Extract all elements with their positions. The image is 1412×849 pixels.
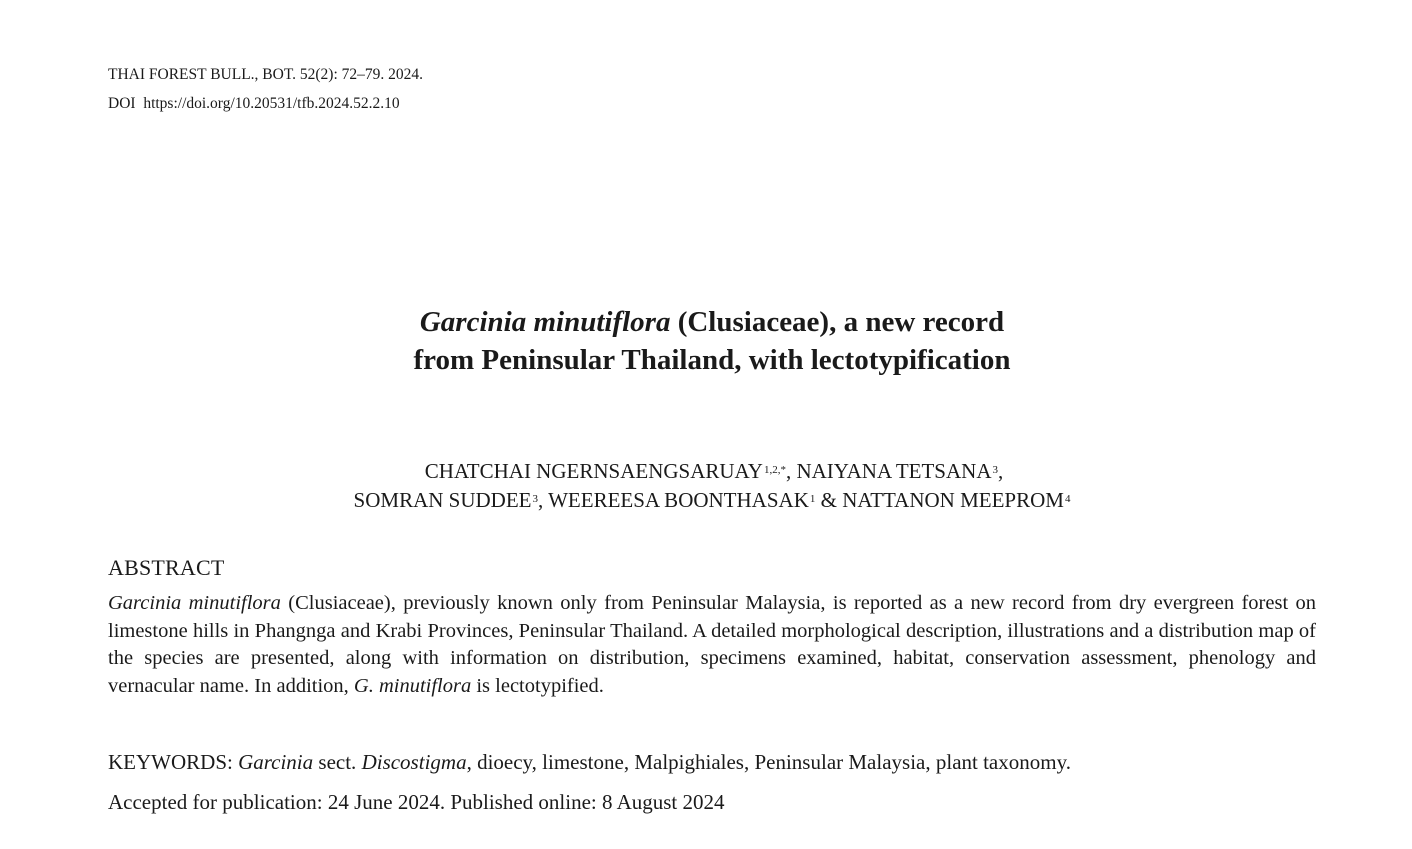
- abstract-species-abbrev: G. minutiflora: [353, 675, 472, 698]
- abstract-heading: ABSTRACT: [108, 555, 225, 580]
- keywords-line: [108, 748, 1071, 776]
- title-line-1-rest: (Clusiaceae), a new record: [670, 306, 1005, 338]
- abstract-text-2: is lectotypified.: [471, 675, 604, 698]
- keywords-rest: , dioecy, limestone, Malpighiales, Peninsular Malaysia, plant taxonomy.: [466, 750, 1071, 774]
- doi-link[interactable]: https://doi.org/10.20531/tfb.2024.52.2.10: [143, 95, 400, 112]
- author-name: NATTANON MEEPROM: [842, 488, 1064, 512]
- doi-label: DOI: [108, 95, 136, 112]
- author-separator: ,: [537, 488, 549, 512]
- doi-line: [108, 93, 400, 115]
- paper-title: [0, 303, 1412, 379]
- author-affiliation: 1,2,*: [763, 464, 786, 476]
- keywords-sect: sect.: [313, 750, 362, 774]
- author-line-2: [0, 486, 1412, 515]
- author-separator: ,: [997, 459, 1004, 483]
- abstract-species-name: Garcinia minutiflora: [108, 592, 281, 614]
- author-name: NAIYANA TETSANA: [796, 459, 992, 483]
- author-line-1: [0, 457, 1412, 486]
- title-line-2: from Peninsular Thailand, with lectotypification: [413, 344, 1011, 376]
- author-name: CHATCHAI NGERNSAENGSARUAY: [424, 459, 763, 483]
- title-line-1: [0, 303, 1412, 341]
- publication-dates: Accepted for publication: 24 June 2024. Published online: 8 August 2024: [108, 790, 725, 814]
- journal-citation: THAI FOREST BULL., BOT. 52(2): 72–79. 2024.: [108, 66, 424, 83]
- author-affiliation: 1: [809, 493, 816, 505]
- author-name: WEEREESA BOONTHASAK: [548, 488, 809, 512]
- author-affiliation: 3: [532, 493, 538, 505]
- author-affiliation: 4: [1064, 493, 1071, 505]
- keywords-label: KEYWORDS:: [108, 750, 239, 774]
- keywords-section: Discostigma: [361, 750, 467, 774]
- title-species-name: Garcinia minutiflora: [419, 306, 671, 338]
- author-separator: &: [815, 488, 843, 512]
- author-name: SOMRAN SUDDEE: [353, 488, 532, 512]
- abstract-text-1: (Clusiaceae), previously known only from Peninsular Malaysia, is reported as a new record from dry evergreen forest on limestone hills in Phangnga and Krabi Provinces, Peninsular Thailand. A detailed morphological description, illustrations and a distribution map of the species are presented, along with information on distribution, specimens examined, habitat, conservation assessment, phenology and vernacular name. In addition,: [108, 592, 1317, 698]
- abstract-body: [108, 590, 1316, 701]
- keywords-genus: Garcinia: [238, 750, 314, 774]
- author-list: [0, 457, 1412, 515]
- author-separator: ,: [785, 459, 797, 483]
- author-affiliation: 3: [992, 464, 998, 476]
